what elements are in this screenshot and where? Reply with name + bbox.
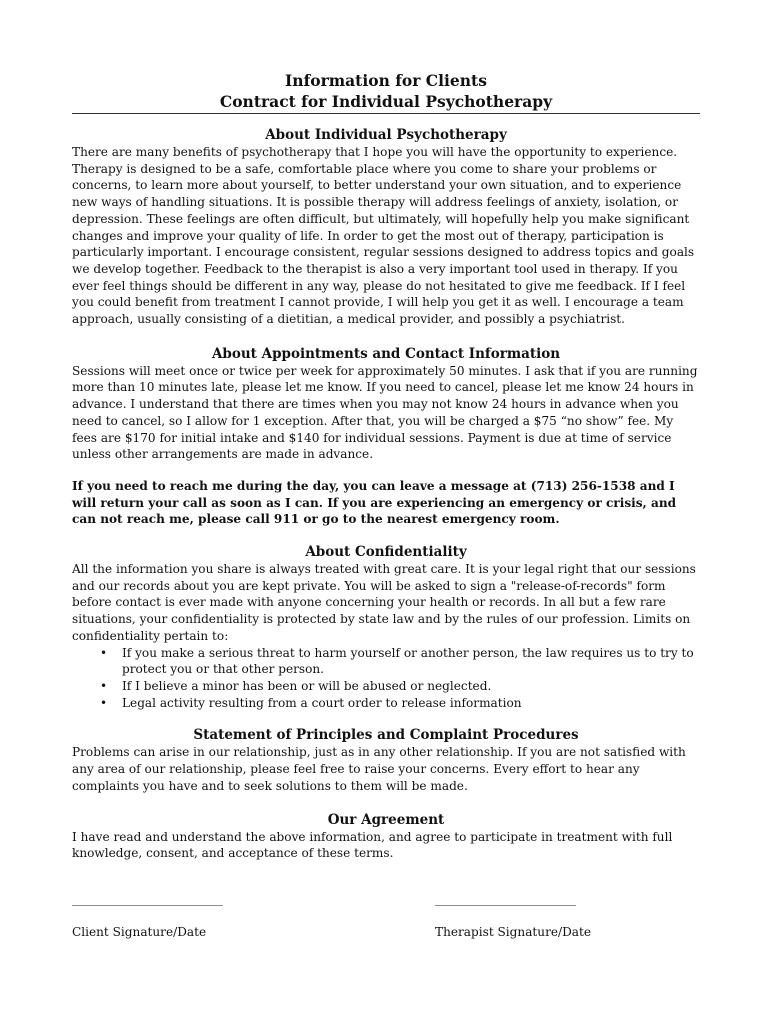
title-line-2: Contract for Individual Psychotherapy xyxy=(219,92,553,111)
confidentiality-limits-list xyxy=(72,645,700,712)
heading-psychotherapy: About Individual Psychotherapy xyxy=(265,127,507,143)
heading-appointments: About Appointments and Contact Information xyxy=(211,345,561,362)
confidentiality-paragraph: All the information you share is always treated with great care. It is your legal right that our sessions and our records about you are kept private. You will be asked to sign a "release-of-records" form before contact is ever made with anyone concerning your health or records. In all but a few rare situations, your confidentiality is protected by state law and by the rules of our profession. Limits on confidentiality pertain to: xyxy=(72,562,696,643)
client-signature xyxy=(72,892,222,941)
principles-paragraph: Problems can arise in our relationship, just as in any other relationship. If you are not satisfied with any area of our relationship, please feel free to raise your concerns. Every effort to hear any complaints you have and to seek solutions to them will be made. xyxy=(72,745,686,793)
therapist-signature-line[interactable]: ____________________________ xyxy=(435,891,575,906)
psychotherapy-paragraph: There are many benefits of psychotherapy that I hope you will have the opportunity to experience. Therapy is designed to be a safe, comfortable place where you come to share your problems or concerns, to learn more about yourself, to better understand your own situation, and to experience new ways of handling situations. It is possible therapy will address feelings of anxiety, isolation, or depression. These feelings are often difficult, but ultimately, will hopefully help you make significant changes and improve your quality of life. In order to get the most out of therapy, participation is particularly important. I encourage consistent, regular sessions designed to address topics and goals we develop together. Feedback to the therapist is also a very important tool used in therapy. If you ever feel things should be different in any way, please do not hesitated to give me feedback. If I feel you could benefit from treatment I cannot provide, I will help you get it as well. I encourage a team approach, usually consisting of a dietitian, a medical provider, and possibly a psychiatrist. xyxy=(72,145,695,327)
therapist-signature xyxy=(435,892,591,941)
therapist-signature-label: Therapist Signature/Date xyxy=(435,924,592,939)
document-page xyxy=(72,70,700,952)
heading-principles: Statement of Principles and Complaint Procedures xyxy=(193,727,579,744)
client-signature-label: Client Signature/Date xyxy=(72,924,207,939)
list-item: • If I believe a minor has been or will be abused or neglected. xyxy=(72,678,700,695)
document-title xyxy=(72,70,700,112)
appointments-paragraph: Sessions will meet once or twice per week for approximately 50 minutes. I ask that if you are running more than 10 minutes late, please let me know. If you need to cancel, please let me know 24 hours in advance. I understand that there are times when you may not know 24 hours in advance when you need to cancel, so I allow for 1 exception. After that, you will be charged a $75 “no show” fee. My fees are $170 for initial intake and $140 for individual sessions. Payment is due at time of service unless other arrangements are made in advance. xyxy=(72,363,698,462)
heading-confidentiality: About Confidentiality xyxy=(305,544,467,561)
client-signature-line[interactable]: ______________________________ xyxy=(72,891,222,906)
heading-agreement: Our Agreement xyxy=(327,811,445,828)
list-item: • If you make a serious threat to harm yourself or another person, the law requires us to try to protect you or that other person. xyxy=(72,645,700,678)
signature-block xyxy=(72,892,700,952)
title-line-1: Information for Clients xyxy=(285,71,487,90)
list-item: • Legal activity resulting from a court order to release information xyxy=(72,695,700,712)
emergency-contact-paragraph: If you need to reach me during the day, you can leave a message at (713) 256-1538 and I will return your call as soon as I can. If you are experiencing an emergency or crisis, and can not reach me, please call 911 or go to the nearest emergency room. xyxy=(72,478,677,527)
agreement-paragraph: I have read and understand the above information, and agree to participate in treatment with full knowledge, consent, and acceptance of these terms. xyxy=(72,829,673,861)
